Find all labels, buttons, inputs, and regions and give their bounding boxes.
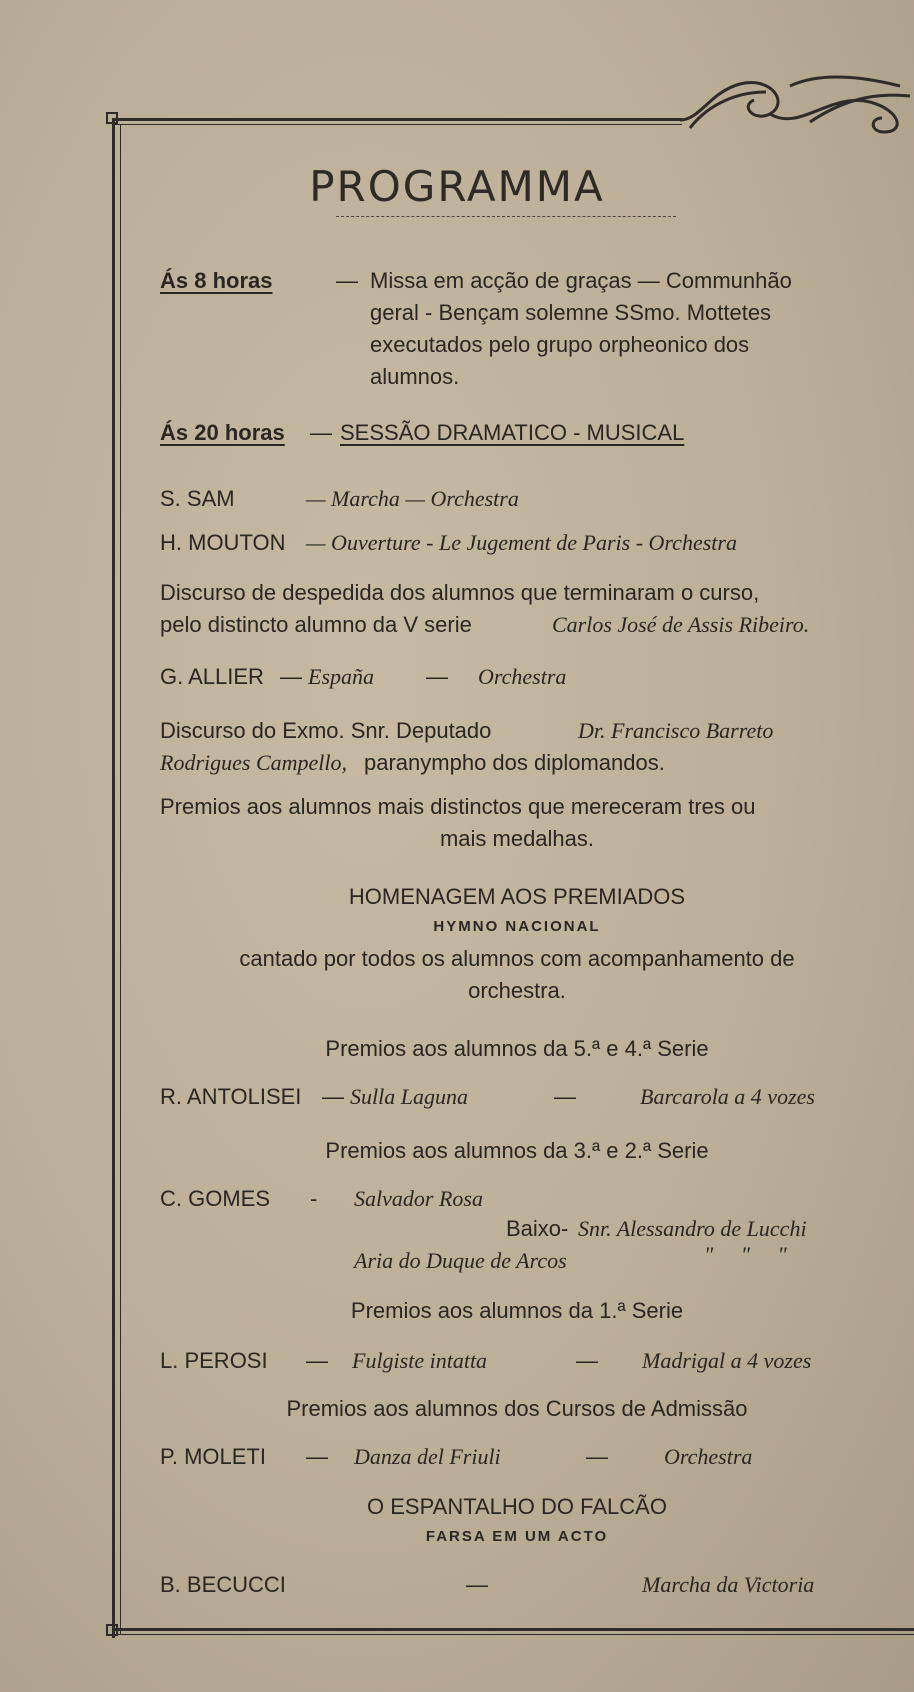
ornament-scroll-icon: [670, 62, 914, 142]
discurso1-line1: Discurso de despedida dos alumnos que terminaram o curso,: [160, 580, 760, 605]
premios-medalhas-line1: Premios aos alumnos mais distinctos que mereceram tres ou: [160, 794, 756, 819]
gomes-ditto-marks: " " ": [704, 1242, 787, 1267]
perosi-piece: Fulgiste intatta: [352, 1348, 488, 1373]
allier-piece: España: [308, 664, 374, 689]
discurso2-line2b: paranympho dos diplomandos.: [364, 750, 665, 775]
sam-composer: S. SAM: [160, 486, 235, 511]
allier-dash2: —: [426, 664, 448, 689]
perosi-dash: —: [306, 1348, 328, 1373]
premios-medalhas-line2: mais medalhas.: [439, 826, 595, 851]
gomes-composer: C. GOMES: [160, 1186, 271, 1211]
hymno-heading: HYMNO NACIONAL: [433, 918, 601, 935]
moleti-dash2: —: [586, 1444, 608, 1469]
allier-composer: G. ALLIER: [160, 664, 264, 689]
premios-5-4-heading: Premios aos alumnos da 5.ª e 4.ª Serie: [325, 1036, 709, 1061]
frame-top-rule: [112, 118, 682, 121]
moleti-composer: P. MOLETI: [160, 1444, 266, 1469]
gomes-baixo-label: Baixo-: [506, 1216, 569, 1241]
antolisei-performer: Barcarola a 4 vozes: [640, 1084, 815, 1109]
cantado-line2: orchestra.: [468, 978, 566, 1003]
morning-time: Ás 8 horas: [160, 268, 273, 293]
page-title: PROGRAMMA: [309, 162, 605, 211]
sam-piece: — Marcha — Orchestra: [306, 486, 519, 511]
premios-1-heading: Premios aos alumnos da 1.ª Serie: [350, 1298, 684, 1323]
evening-dash: —: [310, 420, 332, 445]
title-underline: [336, 216, 676, 217]
discurso1-line2b: Carlos José de Assis Ribeiro.: [552, 612, 810, 637]
mouton-composer: H. MOUTON: [160, 530, 286, 555]
moleti-piece: Danza del Friuli: [354, 1444, 501, 1469]
premios-admissao-heading: Premios aos alumnos dos Cursos de Admissão: [286, 1396, 748, 1421]
antolisei-composer: R. ANTOLISEI: [160, 1084, 302, 1109]
becucci-dash: —: [466, 1572, 488, 1597]
frame-bottom-rule: [112, 1628, 914, 1631]
antolisei-dash2: —: [554, 1084, 576, 1109]
moleti-performer: Orchestra: [664, 1444, 753, 1469]
moleti-dash: —: [306, 1444, 328, 1469]
morning-line-3: executados pelo grupo orpheonico dos: [370, 332, 750, 357]
antolisei-dash: —: [322, 1084, 344, 1109]
frame-bottom-rule-inner: [112, 1634, 914, 1635]
cantado-line1: cantado por todos os alumnos com acompanhamento de: [239, 946, 795, 971]
evening-session: SESSÃO DRAMATICO - MUSICAL: [340, 420, 685, 445]
allier-dash: —: [280, 664, 302, 689]
becucci-performer: Marcha da Victoria: [642, 1572, 815, 1597]
evening-time: Ás 20 horas: [160, 420, 285, 445]
mouton-piece: — Ouverture - Le Jugement de Paris - Orchestra: [306, 530, 737, 555]
frame-corner-bottom: [106, 1624, 118, 1636]
morning-line-4: alumnos.: [370, 364, 460, 389]
perosi-composer: L. PEROSI: [160, 1348, 268, 1373]
discurso1-line2a: pelo distincto alumno da V serie: [160, 612, 472, 637]
gomes-aria: Aria do Duque de Arcos: [354, 1248, 567, 1273]
homenagem-heading: HOMENAGEM AOS PREMIADOS: [348, 884, 686, 909]
antolisei-piece: Sulla Laguna: [350, 1084, 468, 1109]
becucci-composer: B. BECUCCI: [160, 1572, 286, 1597]
perosi-performer: Madrigal a 4 vozes: [642, 1348, 812, 1373]
discurso2-line2a: Rodrigues Campello,: [160, 750, 347, 775]
allier-performer: Orchestra: [478, 664, 567, 689]
farsa-subheading: FARSA EM UM ACTO: [425, 1528, 609, 1545]
morning-line-1: Missa em acção de graças — Communhão: [370, 268, 792, 293]
frame-left-rule: [112, 118, 115, 1638]
perosi-dash2: —: [576, 1348, 598, 1373]
espantalho-heading: O ESPANTALHO DO FALCÃO: [367, 1494, 667, 1519]
frame-top-rule-inner: [112, 124, 682, 125]
gomes-baixo-singer: Snr. Alessandro de Lucchi: [578, 1216, 807, 1241]
morning-dash: —: [336, 268, 358, 293]
discurso2-line1a: Discurso do Exmo. Snr. Deputado: [160, 718, 492, 743]
gomes-dash: -: [310, 1186, 318, 1211]
morning-line-2: geral - Bençam solemne SSmo. Mottetes: [370, 300, 772, 325]
premios-3-2-heading: Premios aos alumnos da 3.ª e 2.ª Serie: [325, 1138, 709, 1163]
discurso2-line1b: Dr. Francisco Barreto: [578, 718, 774, 743]
frame-corner-top: [106, 112, 118, 124]
gomes-piece: Salvador Rosa: [354, 1186, 483, 1211]
